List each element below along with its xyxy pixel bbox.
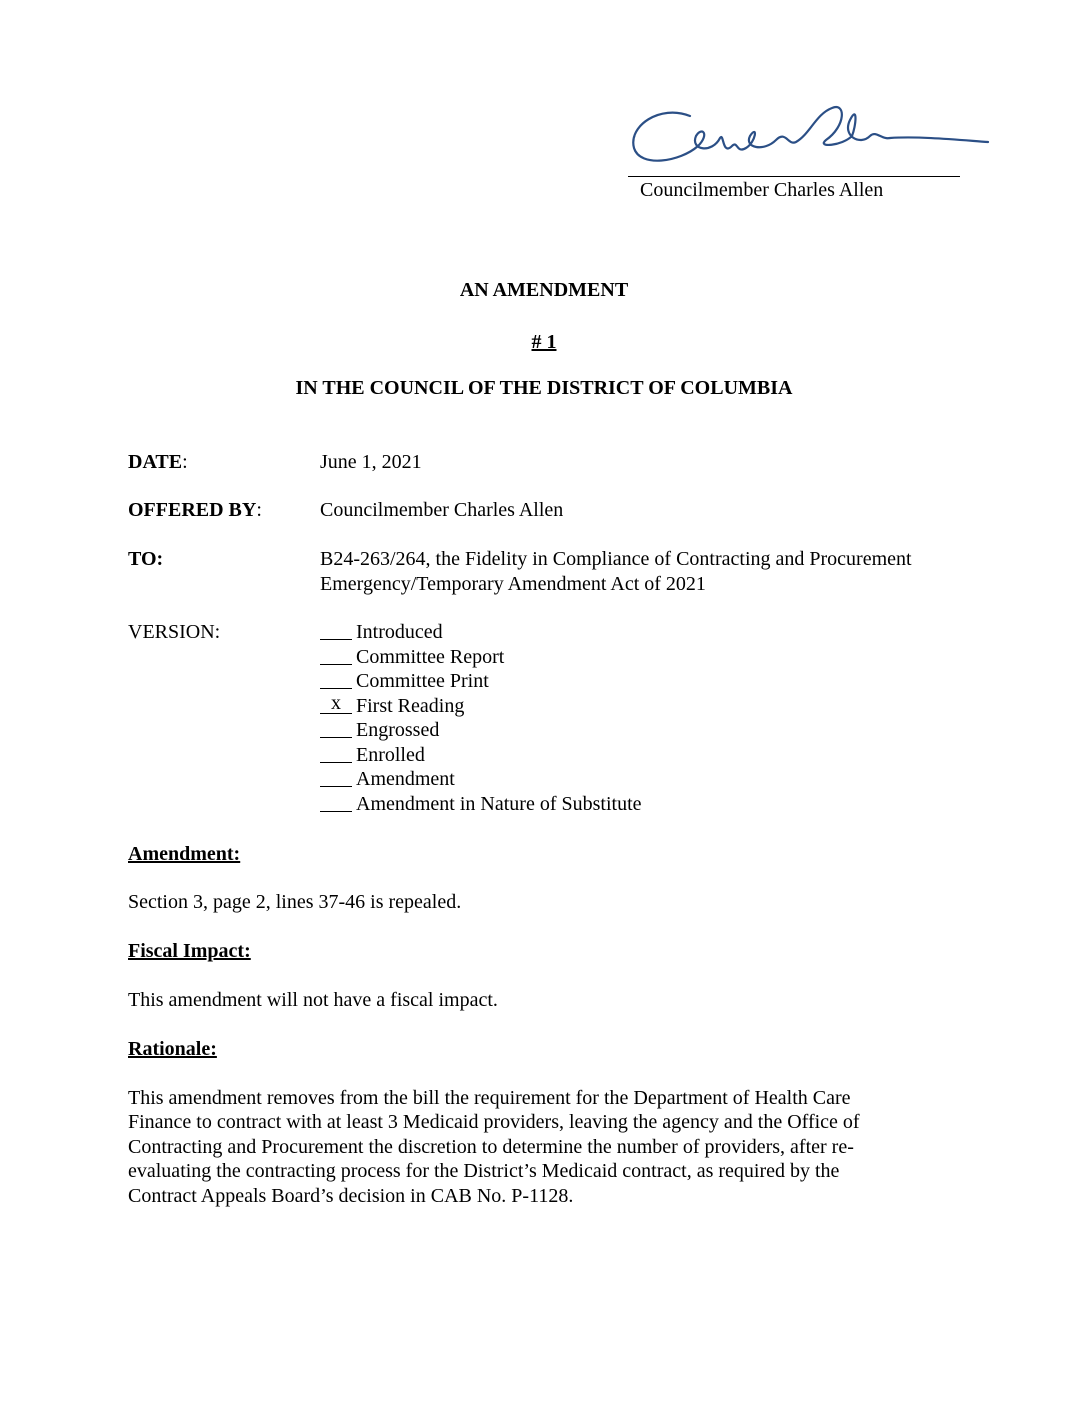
amendment-text: Section 3, page 2, lines 37-46 is repealed. — [128, 891, 462, 913]
version-item — [320, 669, 642, 694]
version-item — [320, 620, 642, 645]
rationale-line-5: Contract Appeals Board’s decision in CAB No. P-1128. — [128, 1185, 574, 1207]
version-item — [320, 767, 642, 792]
version-checkbox — [320, 620, 352, 640]
fiscal-impact-heading: Fiscal Impact: — [128, 940, 251, 962]
version-checkbox — [320, 767, 352, 787]
signature-name: Councilmember Charles Allen — [640, 179, 884, 201]
version-item-label: Enrolled — [356, 743, 425, 766]
version-item — [320, 743, 642, 768]
rationale-line-3: Contracting and Procurement the discretion to determine the number of providers, after re- — [128, 1136, 854, 1158]
version-checkbox: x — [320, 694, 352, 714]
offered-by-label: OFFERED BY — [128, 499, 257, 521]
version-item-label: Committee Report — [356, 645, 505, 668]
version-item — [320, 691, 642, 719]
version-checklist — [320, 620, 642, 816]
document-title: AN AMENDMENT — [459, 279, 629, 301]
version-checkbox — [320, 718, 352, 738]
rationale-heading: Rationale: — [128, 1038, 217, 1060]
version-checkbox — [320, 669, 352, 689]
offered-by-colon: : — [256, 499, 262, 521]
version-checkbox — [320, 743, 352, 763]
rationale-line-2: Finance to contract with at least 3 Medicaid providers, leaving the agency and the Office of — [128, 1111, 860, 1133]
date-label: DATE — [128, 451, 183, 473]
offered-by-label-wrap — [128, 498, 262, 522]
version-item — [320, 792, 642, 817]
version-item — [320, 645, 642, 670]
rationale-line-1: This amendment removes from the bill the requirement for the Department of Health Care — [128, 1087, 851, 1109]
version-label: VERSION: — [128, 621, 221, 643]
signature-line — [628, 176, 960, 177]
version-item-label: Amendment in Nature of Substitute — [356, 792, 642, 815]
amendment-number: # 1 — [531, 331, 557, 353]
amendment-heading: Amendment: — [128, 843, 241, 865]
version-item-label: Amendment — [356, 768, 455, 790]
council-heading: IN THE COUNCIL OF THE DISTRICT OF COLUMBIA — [295, 377, 793, 399]
fiscal-impact-text: This amendment will not have a fiscal impact. — [128, 989, 498, 1011]
version-item-label: Committee Print — [356, 670, 489, 692]
to-label: TO: — [128, 548, 164, 570]
amendment-number-wrap — [0, 330, 1088, 354]
version-item — [320, 718, 642, 743]
date-value: June 1, 2021 — [320, 451, 422, 473]
date-label-wrap — [128, 450, 188, 474]
version-item-label: First Reading — [356, 694, 465, 717]
offered-by-value: Councilmember Charles Allen — [320, 499, 564, 521]
to-value-line-2: Emergency/Temporary Amendment Act of 2021 — [320, 573, 706, 595]
version-checkbox — [320, 792, 352, 812]
version-item-label: Engrossed — [356, 719, 440, 741]
to-value-line-1: B24-263/264, the Fidelity in Compliance of Contracting and Procurement — [320, 548, 912, 570]
version-item-label: Introduced — [356, 621, 443, 643]
date-label-colon: : — [182, 451, 188, 473]
rationale-line-4: evaluating the contracting process for the District’s Medicaid contract, as required by the — [128, 1160, 840, 1182]
version-checkbox — [320, 645, 352, 665]
handwritten-signature — [620, 96, 1000, 176]
